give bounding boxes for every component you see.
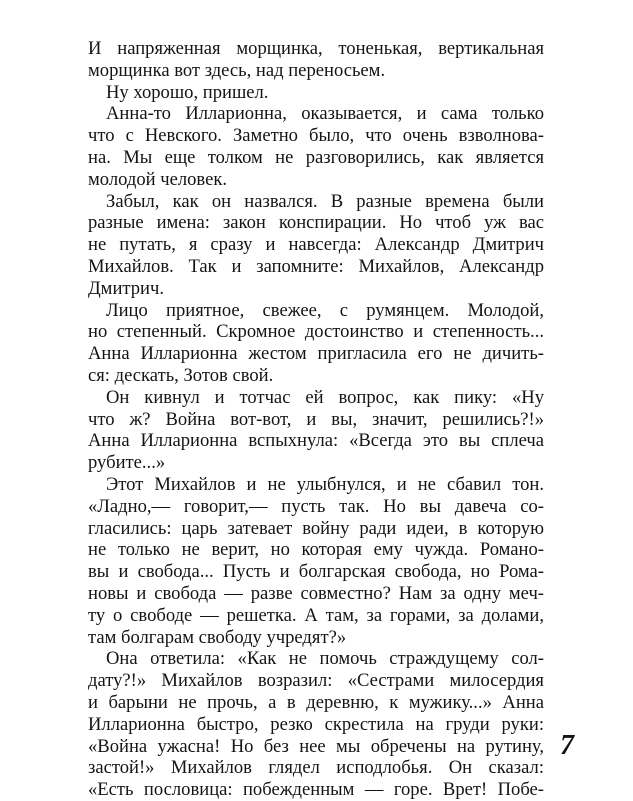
- text-line: Ну хорошо, пришел.: [106, 81, 269, 103]
- text-line: и барыни не прочь, а в деревню, к мужику...» Анна: [88, 691, 544, 713]
- text-line: застой!» Михайлов глядел исподлобья. Он сказал:: [88, 757, 544, 779]
- text-line: Он кивнул и тотчас ей вопрос, как пику: «Ну: [106, 386, 544, 408]
- text-line: не только не верит, но которая ему чужда. Романо-: [88, 539, 544, 561]
- text-line: там болгарам свободу учредят?»: [88, 626, 347, 648]
- text-line: гласились: царь затевает войну ради идеи, в которую: [88, 517, 544, 539]
- text-line: на. Мы еще толком не разговорились, как является: [88, 146, 544, 168]
- text-line: Лицо приятное, свежее, с румянцем. Молодой,: [106, 299, 544, 321]
- text-line: Михайлов. Так и запомните: Михайлов, Александр: [88, 255, 544, 277]
- text-line: Она ответила: «Как не помочь страждущему сол-: [106, 648, 544, 670]
- page-number: 7: [560, 730, 574, 761]
- text-line: Дмитрич.: [88, 277, 165, 299]
- text-line: И напряженная морщинка, тоненькая, вертикальная: [88, 38, 544, 59]
- text-line: Анна Илларионна вспыхнула: «Всегда это вы сплеча: [88, 430, 544, 452]
- text-line: «Есть пословица: побежденным — горе. Врет! Побе-: [88, 779, 544, 801]
- text-line: вы и свобода... Пусть и болгарская свобода, но Рома-: [88, 561, 544, 583]
- text-line: рубите...»: [88, 452, 166, 474]
- text-line: Анна-то Илларионна, оказывается, и сама только: [106, 103, 544, 125]
- text-line: что с Невского. Заметно было, что очень взволнова-: [88, 125, 544, 147]
- text-line: Илларионна быстро, резко скрестила на груди руки:: [88, 713, 544, 735]
- text-line: но степенный. Скромное достоинство и степенность...: [88, 321, 544, 343]
- text-line: «Война ужасна! Но без нее мы обречены на рутину,: [88, 735, 544, 757]
- body-text: [88, 38, 544, 801]
- text-line: «Ладно,— говорит,— пусть так. Но вы давеча со-: [88, 495, 544, 517]
- text-line: что ж? Война вот-вот, и вы, значит, решились?!»: [88, 408, 544, 430]
- text-line: молодой человек.: [88, 168, 227, 190]
- text-line: ту о свободе — решетка. А там, за горами, за долами,: [88, 604, 544, 626]
- text-line: разные имена: закон конспирации. Но чтоб уж вас: [88, 212, 544, 234]
- text-line: новы и свобода — разве совместно? Нам за одну меч-: [88, 582, 544, 604]
- text-line: Этот Михайлов и не улыбнулся, и не сбавил тон.: [106, 473, 544, 495]
- text-line: не путать, я сразу и навсегда: Александр Дмитрич: [88, 234, 544, 256]
- text-line: Анна Илларионна жестом пригласила его не дичить-: [88, 343, 544, 365]
- text-line: дату?!» Михайлов возразил: «Сестрами милосердия: [88, 670, 544, 692]
- text-line: Забыл, как он назвался. В разные времена были: [106, 190, 544, 212]
- text-line: ся: дескать, Зотов свой.: [88, 364, 274, 386]
- text-line: морщинка вот здесь, над переносьем.: [88, 59, 386, 81]
